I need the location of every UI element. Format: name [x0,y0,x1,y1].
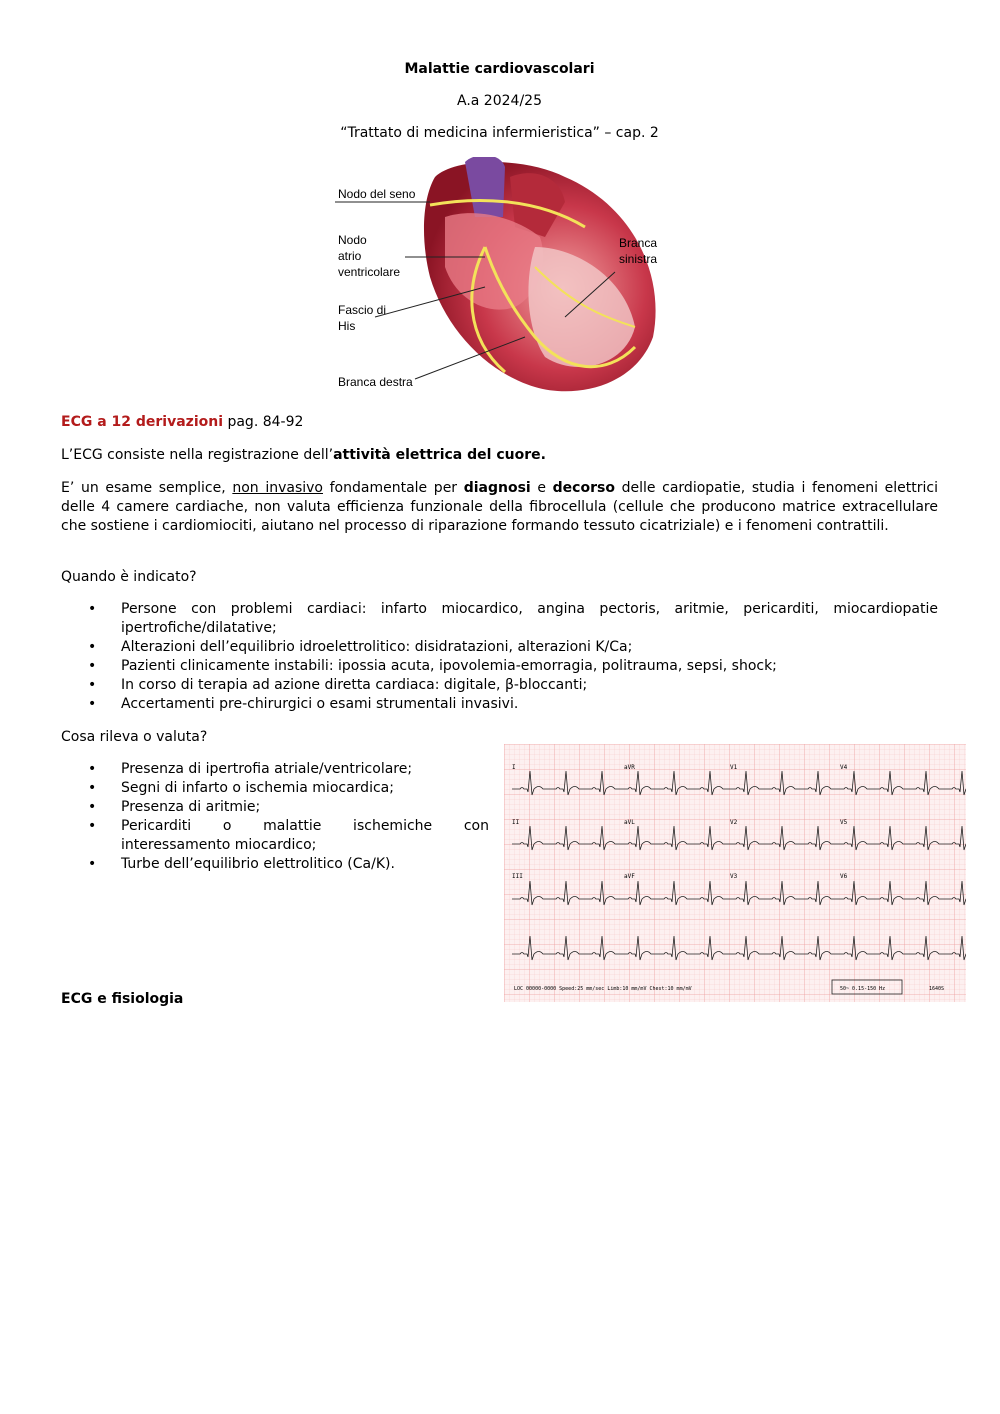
lead-label-III: III [512,873,523,880]
indications-list [61,600,938,714]
lead-label-aVR: aVR [624,764,635,771]
list-item: • Accertamenti pre-chirurgici o esami strumentali invasivi. [88,696,519,712]
paragraph-definition: L’ECG consiste nella registrazione dell’attività elettrica del cuore. [61,447,546,463]
lead-label-V4: V4 [840,764,848,771]
lead-label-V6: V6 [840,873,848,880]
list-item: • Presenza di ipertrofia atriale/ventricolare; [88,761,413,777]
section-heading-text: ECG a 12 derivazioni [61,414,224,430]
list-item: • Alterazioni dell’equilibrio idroelettrolitico: disidratazioni, alterazioni K/Ca; [88,639,633,655]
list-item: • Pazienti clinicamente instabili: ipossia acuta, ipovolemia-emorragia, politrauma, sepsi, shock; [88,658,777,674]
lead-label-II: II [512,819,520,826]
label-left-branch-2: sinistra [619,252,658,266]
lead-label-aVL: aVL [624,819,635,826]
lead-label-V5: V5 [840,819,848,826]
list-item: • Presenza di aritmie; [88,799,261,815]
findings-list [61,760,489,874]
list-item: • Turbe dell’equilibrio elettrolitico (Ca/K). [88,856,395,872]
label-av-node-3: ventricolare [338,265,401,279]
ecg-footer-filter: 50~ 0.15-150 Hz [840,986,886,992]
list-item: • In corso di terapia ad azione diretta cardiaca: digitale, β-bloccanti; [88,677,588,693]
label-left-branch-1: Branca [619,236,658,250]
lead-label-I: I [512,764,516,771]
section-heading-physiology: ECG e fisiologia [61,991,184,1007]
lead-label-V2: V2 [730,819,738,826]
section-pages: pag. 84-92 [223,414,304,430]
ecg-12-lead-figure [504,744,966,1002]
label-sinus-node: Nodo del seno [338,187,416,201]
label-av-node-2: atrio [338,249,362,263]
label-av-node-1: Nodo [338,233,367,247]
list-item: • Pericarditi o malattie ischemiche con interessamento miocardico; [88,818,489,853]
ecg-footer-id: 1640S [929,986,945,992]
lead-label-V3: V3 [730,873,738,880]
list-item: • Segni di infarto o ischemia miocardica; [88,780,394,796]
textbook-reference: “Trattato di medicina infermieristica” – cap. 2 [340,125,659,141]
question-findings: Cosa rileva o valuta? [61,729,208,745]
question-indications: Quando è indicato? [61,569,197,585]
ecg-footer-settings: LOC 00000-0000 Speed:25 mm/sec Limb:10 mm/mV Chest:10 mm/mV [514,986,692,992]
list-item: • Persone con problemi cardiaci: infarto miocardico, angina pectoris, aritmie, pericarditi, miocardiopatie ipertrofiche/dilatative; [88,601,938,636]
label-his-1: Fascio di [338,303,387,317]
label-right-branch: Branca destra [338,375,413,389]
paragraph-description: E’ un esame semplice, non invasivo fondamentale per diagnosi e decorso delle cardiopatie, studia i fenomeni elettrici delle 4 camere cardiache, non valuta efficienza funzionale della fibrocellula (cellule che producono matrice extracellulare che sostiene i cardiomiociti, aiutano nel processo di riparazione formando tessuto cicatriziale) e i fenomeni contrattili. [61,480,938,534]
heart-conduction-figure [335,157,668,399]
document-title: Malattie cardiovascolari [404,61,595,77]
lead-label-V1: V1 [730,764,738,771]
academic-year: A.a 2024/25 [457,93,542,109]
label-his-2: His [338,319,356,333]
section-heading-ecg [61,414,303,430]
lead-label-aVF: aVF [624,873,635,880]
